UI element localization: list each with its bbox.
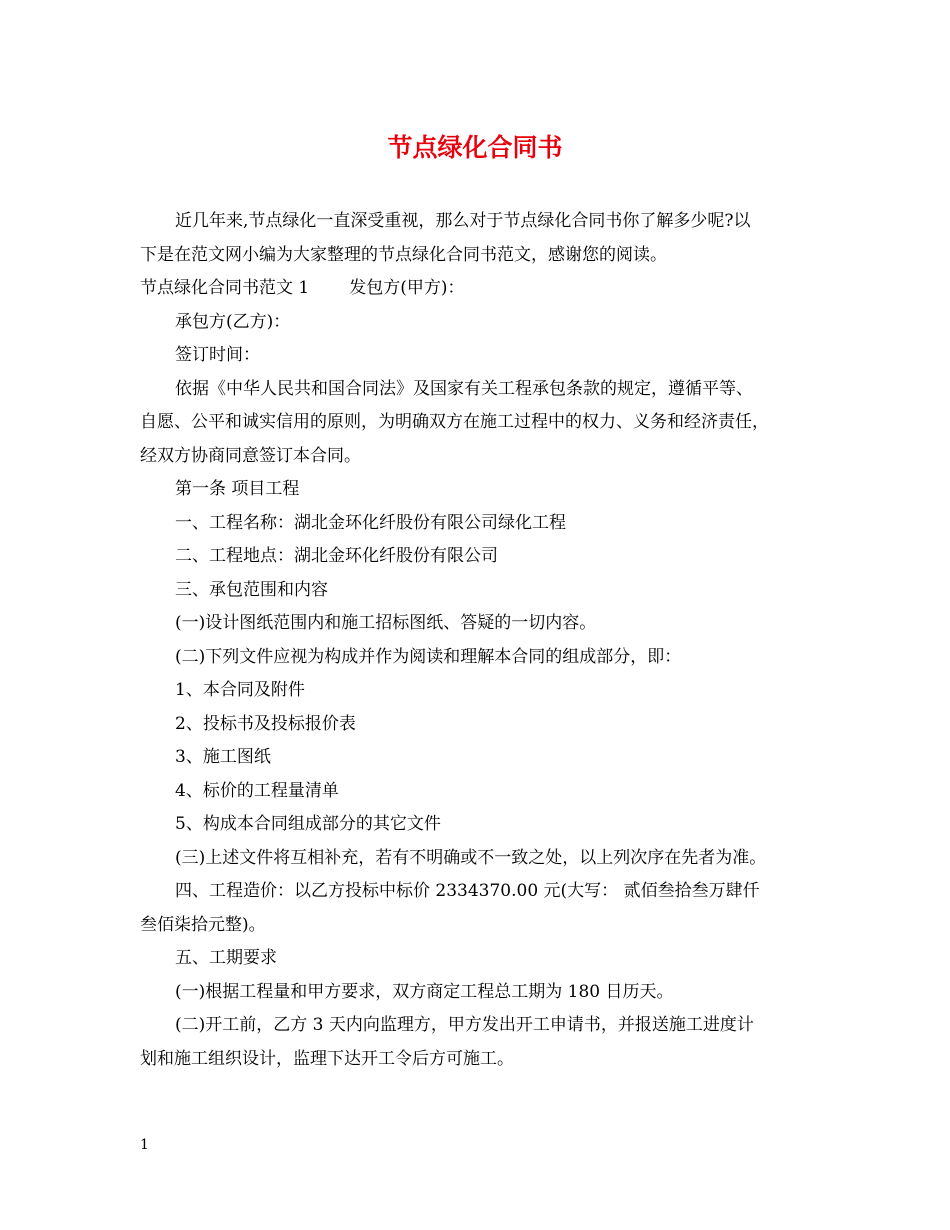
list-item: 2、投标书及投标报价表 <box>175 713 356 734</box>
list-item: 1、本合同及附件 <box>175 680 305 700</box>
scope-item-2: (二)下列文件应视为构成并作为阅读和理解本合同的组成部分，即： <box>175 646 682 667</box>
basis-line-1: 依据《中华人民共和国合同法》及国家有关工程承包条款的规定，遵循平等、 <box>175 378 753 399</box>
schedule-item-2-line-2: 划和施工组织设计，监理下达开工令后方可施工。 <box>140 1048 514 1069</box>
project-name: 一、工程名称：湖北金环化纤股份有限公司绿化工程 <box>175 512 566 533</box>
page-number: 1 <box>140 1137 149 1153</box>
schedule-item-1: (一)根据工程量和甲方要求，双方商定工程总工期为 180 日历天。 <box>175 981 674 1002</box>
schedule-item-2-line-1: (二)开工前，乙方 3 天内向监理方，甲方发出开工申请书，并报送施工进度计 <box>175 1015 754 1035</box>
project-location: 二、工程地点：湖北金环化纤股份有限公司 <box>175 546 498 566</box>
scope-heading: 三、承包范围和内容 <box>175 579 328 600</box>
sign-time-label: 签订时间： <box>175 345 260 365</box>
list-item: 4、标价的工程量清单 <box>175 780 339 801</box>
list-item: 3、施工图纸 <box>175 747 271 767</box>
sample-heading-line <box>140 272 830 306</box>
scope-item-1: (一)设计图纸范围内和施工招标图纸、答疑的一切内容。 <box>175 613 597 633</box>
party-a-label: 发包方(甲方)： <box>349 278 465 298</box>
document-body <box>140 205 830 1076</box>
sample-heading: 节点绿化合同书范文 1 <box>140 278 310 298</box>
scope-item-3: (三)上述文件将互相补充，若有不明确或不一致之处，以上列次序在先者为准。 <box>175 847 767 868</box>
basis-line-3: 经双方协商同意签订本合同。 <box>140 445 361 466</box>
article-1-heading: 第一条 项目工程 <box>175 479 300 499</box>
basis-line-2: 自愿、公平和诚实信用的原则，为明确双方在施工过程中的权力、义务和经济责任， <box>140 412 769 432</box>
party-b-label: 承包方(乙方)： <box>175 311 291 332</box>
document-title: 节点绿化合同书 <box>387 133 563 162</box>
schedule-heading: 五、工期要求 <box>175 948 277 968</box>
contract-price-line-1: 四、工程造价：以乙方投标中标价 2334370.00 元(大写： 贰佰叁拾叁万肆仟 <box>175 881 760 901</box>
intro-line-2: 下是在范文网小编为大家整理的节点绿化合同书范文，感谢您的阅读。 <box>140 244 667 265</box>
contract-price-line-2: 叁佰柒拾元整)。 <box>140 914 266 935</box>
list-item: 5、构成本合同组成部分的其它文件 <box>175 814 441 834</box>
intro-line-1: 近几年来,节点绿化一直深受重视，那么对于节点绿化合同书你了解多少呢?以 <box>175 211 751 231</box>
